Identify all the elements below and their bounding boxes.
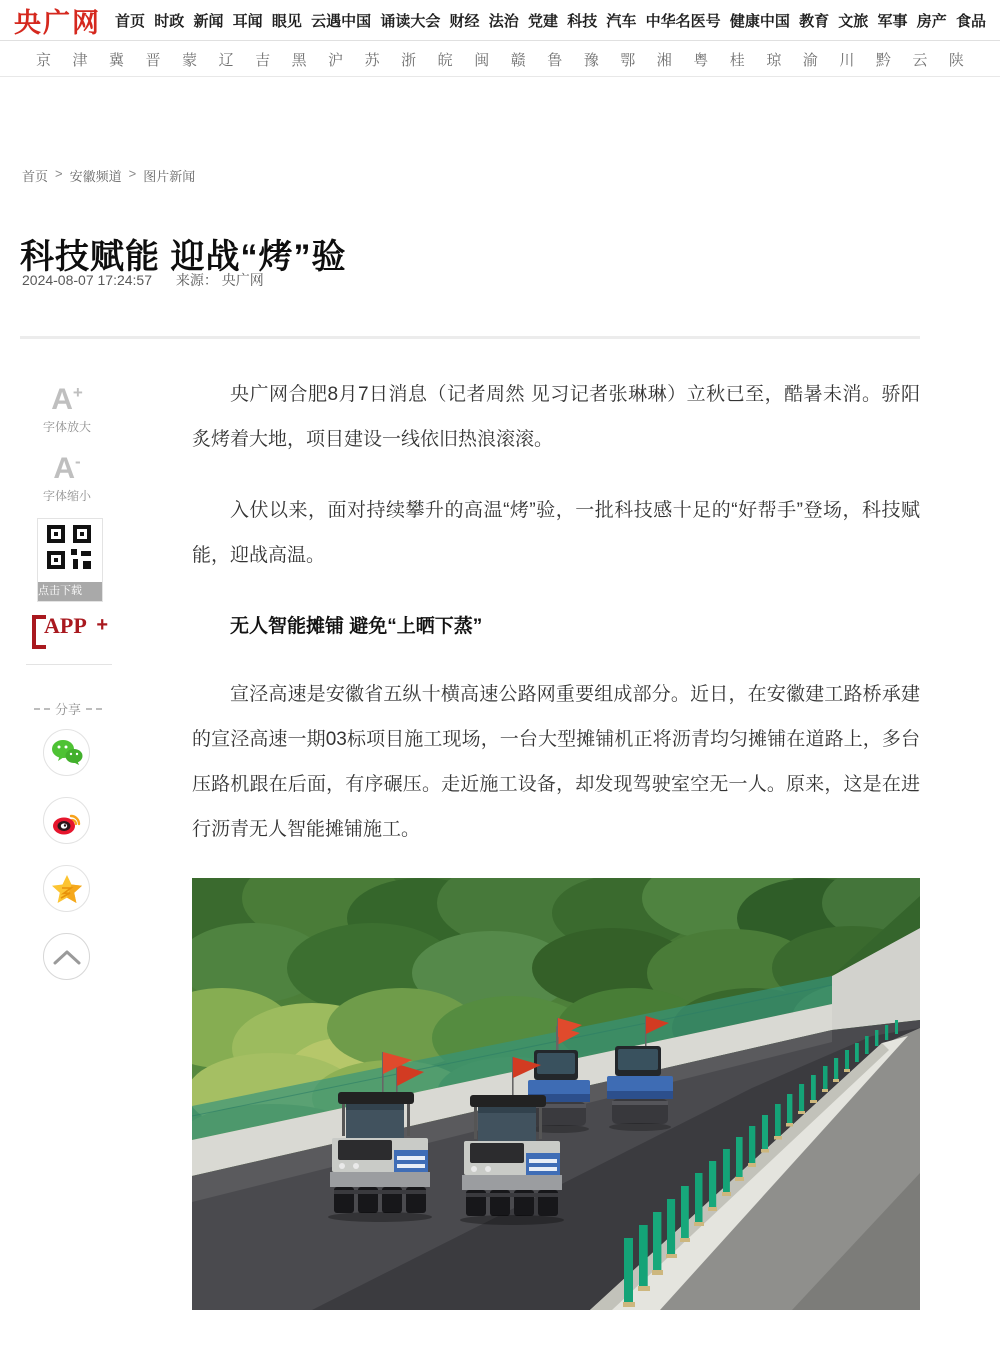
back-to-top-button[interactable] — [43, 933, 90, 980]
region-link[interactable]: 黔 — [875, 51, 891, 69]
main-nav — [115, 10, 986, 31]
region-link[interactable]: 蒙 — [182, 51, 198, 69]
nav-item[interactable]: 文旅 — [838, 12, 869, 30]
page-title: 科技赋能 迎战“烤”验 — [20, 237, 347, 276]
region-link[interactable]: 冀 — [109, 51, 125, 69]
region-link[interactable]: 粤 — [693, 51, 709, 69]
region-link[interactable]: 黑 — [291, 51, 307, 69]
region-link[interactable]: 琼 — [766, 51, 782, 69]
region-link[interactable]: 辽 — [218, 51, 234, 69]
font-decrease-button[interactable] — [24, 447, 110, 504]
region-link[interactable]: 湘 — [656, 51, 672, 69]
region-link[interactable]: 赣 — [510, 51, 526, 69]
nav-item[interactable]: 党建 — [527, 12, 558, 30]
share-label: 分享 — [54, 702, 81, 717]
intro-paragraphs — [192, 372, 920, 578]
region-link[interactable]: 闽 — [474, 51, 490, 69]
app-plus-icon: + — [96, 614, 108, 636]
region-link[interactable]: 苏 — [364, 51, 380, 69]
region-link[interactable]: 渝 — [802, 51, 818, 69]
font-increase-label: 字体放大 — [42, 420, 91, 434]
body-paragraphs — [192, 672, 920, 852]
region-link[interactable]: 津 — [72, 51, 88, 69]
nav-item[interactable]: 耳闻 — [232, 12, 263, 30]
breadcrumb-separator: > — [55, 166, 63, 181]
article-photo — [192, 878, 920, 1310]
share-dash-left — [34, 708, 50, 710]
region-link[interactable]: 京 — [36, 51, 52, 69]
article-paragraph: 宣泾高速是安徽省五纵十横高速公路网重要组成部分。近日，在安徽建工路桥承建的宣泾高速一期03标项目施工现场，一台大型摊铺机正将沥青均匀摊铺在道路上，多台压路机跟在后面，有序碾压。走近施工设备，却发现驾驶室空无一人。原来，这是在进行沥青无人智能摊铺施工。 — [192, 684, 920, 840]
nav-item[interactable]: 法治 — [488, 12, 519, 30]
share-weibo-button[interactable] — [43, 797, 90, 844]
weibo-icon — [51, 806, 83, 836]
share-dash-right — [86, 708, 102, 710]
share-qzone-button[interactable] — [43, 865, 90, 912]
breadcrumb-section[interactable]: 图片新闻 — [143, 169, 196, 184]
region-link[interactable]: 豫 — [583, 51, 599, 69]
nav-item[interactable]: 首页 — [115, 12, 146, 30]
breadcrumb-channel[interactable]: 安徽频道 — [69, 169, 122, 184]
nav-item[interactable]: 中华名医号 — [645, 12, 721, 30]
publish-time: 2024-08-07 17:24:57 — [22, 272, 152, 288]
font-increase-button[interactable] — [24, 378, 110, 435]
region-link[interactable]: 云 — [912, 51, 928, 69]
region-link[interactable]: 陕 — [948, 51, 964, 69]
nav-item[interactable]: 时政 — [154, 12, 185, 30]
article-subheading: 无人智能摊铺 避免“上晒下蒸” — [230, 616, 483, 637]
region-link[interactable]: 桂 — [729, 51, 745, 69]
nav-item[interactable]: 眼见 — [271, 12, 302, 30]
back-to-top-icon — [52, 949, 82, 965]
region-link[interactable]: 鲁 — [547, 51, 563, 69]
article-meta — [22, 270, 264, 290]
share-wechat-button[interactable] — [43, 729, 90, 776]
nav-item[interactable]: 汽车 — [606, 12, 637, 30]
app-download-qr[interactable] — [37, 518, 103, 602]
region-nav — [0, 42, 1000, 77]
font-decrease-label: 字体缩小 — [42, 489, 91, 503]
sidebar-divider — [26, 664, 112, 665]
article-paragraph: 央广网合肥8月7日消息（记者周然 见习记者张琳琳）立秋已至，酷暑未消。骄阳炙烤着大地，项目建设一线依旧热浪滚滚。 — [192, 384, 920, 450]
nav-item[interactable]: 诵读大会 — [380, 12, 441, 30]
top-navigation-bar — [0, 0, 1000, 41]
qzone-icon — [51, 874, 83, 904]
app-download-button[interactable] — [32, 613, 108, 649]
title-divider — [20, 336, 920, 339]
source-name: 央广网 — [221, 272, 264, 288]
breadcrumb-home[interactable]: 首页 — [22, 169, 49, 184]
font-decrease-icon: A- — [53, 452, 81, 485]
region-link[interactable]: 川 — [839, 51, 855, 69]
region-link[interactable]: 沪 — [328, 51, 344, 69]
article-paragraph: 入伏以来，面对持续攀升的高温“烤”验，一批科技感十足的“好帮手”登场，科技赋能，迎战高温。 — [192, 500, 920, 566]
nav-item[interactable]: 云遇中国 — [311, 12, 372, 30]
region-link[interactable]: 浙 — [401, 51, 417, 69]
nav-item[interactable]: 教育 — [799, 12, 830, 30]
qr-code-icon — [47, 525, 93, 571]
site-logo[interactable]: 央广网 — [14, 7, 101, 38]
nav-item[interactable]: 新闻 — [193, 12, 224, 30]
region-link[interactable]: 吉 — [255, 51, 271, 69]
breadcrumb-separator: > — [128, 166, 137, 181]
nav-item[interactable]: 房产 — [916, 12, 947, 30]
app-label: APP — [44, 613, 87, 638]
region-link[interactable]: 鄂 — [620, 51, 636, 69]
region-link[interactable]: 皖 — [437, 51, 453, 69]
font-increase-icon: A+ — [51, 383, 83, 416]
nav-item[interactable]: 健康中国 — [729, 12, 790, 30]
nav-item[interactable]: 食品 — [955, 12, 986, 30]
share-section-header — [24, 699, 112, 718]
qr-caption: 点击下载 — [38, 582, 102, 601]
article-body — [192, 372, 920, 1310]
nav-item[interactable]: 财经 — [449, 12, 480, 30]
nav-item[interactable]: 科技 — [567, 12, 598, 30]
nav-item[interactable]: 军事 — [877, 12, 908, 30]
region-link[interactable]: 晋 — [145, 51, 161, 69]
source-label: 来源： — [175, 272, 218, 288]
breadcrumb — [22, 166, 195, 185]
wechat-icon — [51, 739, 83, 767]
